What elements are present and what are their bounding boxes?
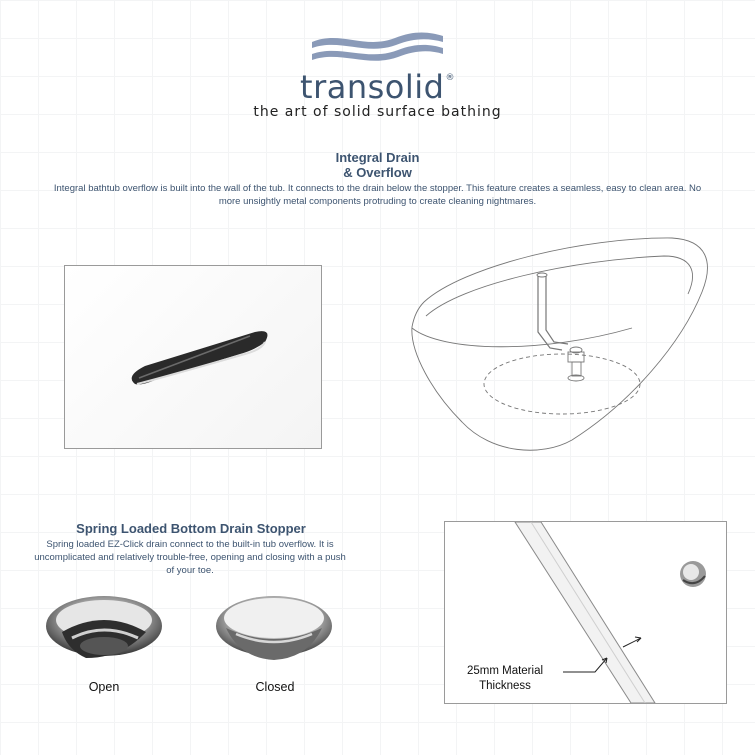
integral-drain-description: Integral bathtub overflow is built into the wall of the tub. It connects to the drain below the stopper. This feature creates a seamless, easy to clean area. No more unsightly metal components protruding to create cleaning nightmares. <box>53 183 702 207</box>
tub-line-drawing <box>402 232 717 460</box>
stopper-open-label: Open <box>88 680 120 694</box>
integral-drain-title-line1: Integral Drain <box>335 150 420 165</box>
overflow-slot-photo <box>64 265 322 449</box>
stopper-section-description: Spring loaded EZ-Click drain connect to the built-in tub overflow. It is uncomplicated and relatively trouble-free, opening and closing with a push of your toe. <box>34 539 346 576</box>
integral-drain-title-line2: & Overflow <box>343 165 412 180</box>
stopper-closed-image <box>212 588 337 673</box>
brand-name: transolid® <box>300 68 455 106</box>
stopper-closed-label: Closed <box>255 680 295 694</box>
material-thickness-label-line1: 25mm Material <box>466 665 544 677</box>
brand-tagline: the art of solid surface bathing <box>253 104 502 120</box>
material-thickness-label-line2: Thickness <box>479 680 531 692</box>
stopper-open-image <box>42 588 167 673</box>
overflow-slot-image <box>65 266 321 448</box>
stopper-section-title: Spring Loaded Bottom Drain Stopper <box>76 521 306 536</box>
integral-drain-title <box>0 150 755 180</box>
transolid-logo-waves <box>310 28 445 70</box>
material-thickness-label <box>455 664 555 694</box>
